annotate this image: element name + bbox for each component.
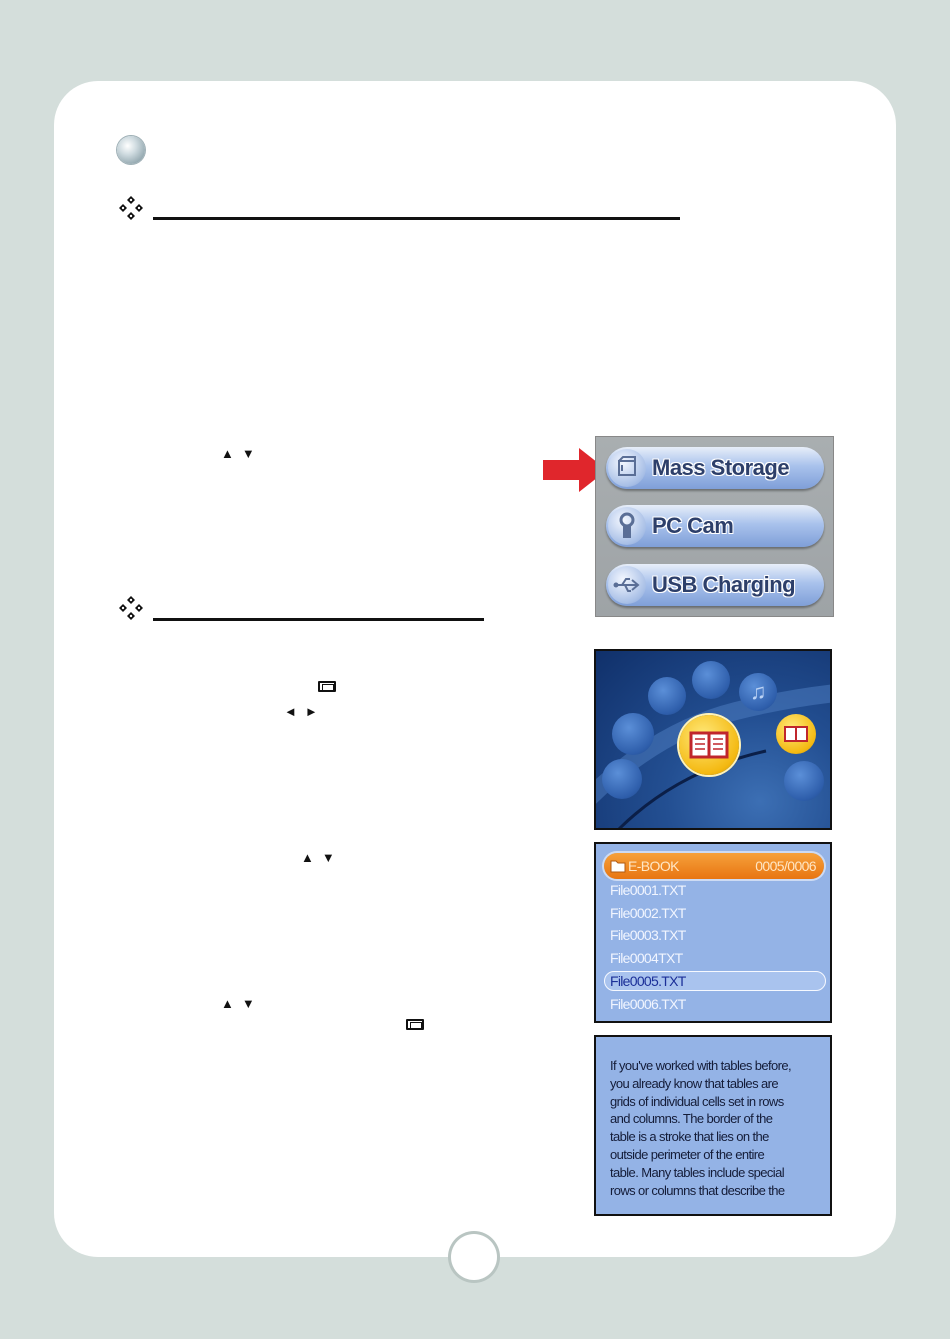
section-heading-rule [153,217,680,220]
down-arrow-icon: ▼ [241,996,263,1011]
file-list-item[interactable]: File0001.TXT [610,882,686,898]
ebook-small-icon[interactable] [776,714,816,754]
sync-icon[interactable] [648,677,686,715]
text-line: and columns. The border of the [610,1111,773,1127]
usb-icon [608,566,646,604]
usb-option-mass-storage[interactable] [606,447,824,489]
diamond-bullet-icon [117,594,145,622]
file-list-item[interactable]: File0003.TXT [610,927,686,943]
text-line: outside perimeter of the entire [610,1146,765,1162]
left-right-arrow-glyphs [284,704,326,720]
music-disc-icon[interactable] [692,661,730,699]
up-down-arrow-glyphs [221,446,263,462]
usb-option-label: Mass Storage [652,455,790,480]
settings-tools-icon[interactable] [784,761,824,801]
up-down-arrow-glyphs [221,996,263,1012]
ebook-list-header [604,853,824,879]
usb-option-label: PC Cam [652,513,734,538]
camera-icon [608,507,646,545]
ebook-list-screenshot [594,842,832,1023]
menu-button-icon [406,1019,424,1030]
folder-icon [610,858,626,874]
file-list-item-selected[interactable]: File0005.TXT [610,973,686,989]
main-menu-screenshot [594,649,832,830]
page-number-badge [451,1234,497,1280]
file-list-item[interactable]: File0004TXT [610,950,683,966]
up-down-arrow-glyphs [301,850,343,866]
ebook-large-icon[interactable] [679,715,739,775]
usb-option-usb-charging[interactable] [606,564,824,606]
ebook-list-title: E-BOOK [628,858,679,874]
file-list-item[interactable]: File0006.TXT [610,996,686,1012]
section-heading-rule [153,618,484,621]
up-arrow-icon: ▲ [221,996,242,1011]
text-line: table is a stroke that lies on the [610,1129,769,1145]
up-arrow-icon: ▲ [221,446,242,461]
storage-card-icon [608,449,646,487]
text-line: table. Many tables include special [610,1164,784,1180]
section-bullet-icon [117,136,145,164]
music-note-icon[interactable]: ♫ [739,673,777,711]
text-line: you already know that tables are [610,1075,778,1091]
diamond-bullet-icon [117,194,145,222]
left-arrow-icon: ◄ [284,704,305,719]
usb-mode-screenshot [595,436,834,617]
menu-button-icon [318,681,336,692]
photo-icon[interactable] [602,759,642,799]
film-icon[interactable] [612,713,654,755]
down-arrow-icon: ▼ [241,446,263,461]
ebook-text-body [610,1057,818,1199]
usb-option-label: USB Charging [652,572,796,597]
usb-option-pc-cam[interactable] [606,505,824,547]
right-arrow-icon: ► [304,704,326,719]
ebook-reader-screenshot [594,1035,832,1216]
up-arrow-icon: ▲ [301,850,322,865]
file-list-item[interactable]: File0002.TXT [610,905,686,921]
down-arrow-icon: ▼ [321,850,343,865]
text-line: grids of individual cells set in rows [610,1093,784,1109]
ebook-file-counter: 0005/0006 [755,858,816,874]
text-line: If you've worked with tables before, [610,1058,792,1073]
text-line: rows or columns that describe the [610,1182,785,1198]
